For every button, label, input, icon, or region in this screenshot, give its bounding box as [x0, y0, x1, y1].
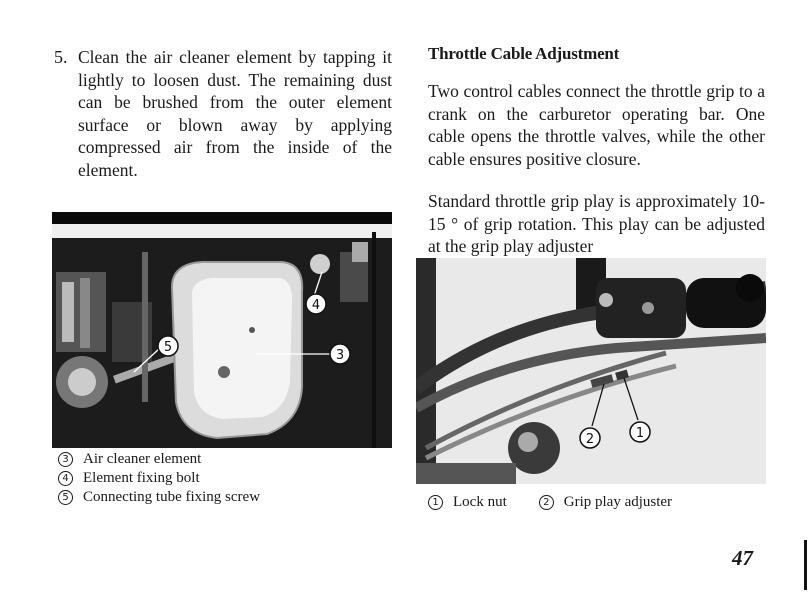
- callout-5: [158, 336, 178, 356]
- caption-row: [428, 493, 507, 512]
- page-edge-mark: [804, 540, 807, 590]
- caption-row: [58, 469, 260, 488]
- paragraph-grip-play: Standard throttle grip play is approximately 10-15 ° of grip rotation. This play can be adjusted at the grip play adjuster: [428, 191, 765, 256]
- right-figure-captions: [428, 493, 704, 512]
- caption-text: Lock nut: [453, 494, 507, 510]
- paragraph-cables: Two control cables connect the throttle grip to a crank on the carburetor operating bar. One cable opens the throttle valves, while the other cable ensures positive closure.: [428, 81, 765, 169]
- callout-1: [630, 422, 650, 442]
- section-heading: Throttle Cable Adjustment: [428, 44, 620, 63]
- caption-number: 2: [539, 495, 554, 510]
- caption-number: 5: [58, 490, 73, 505]
- callout-4: [306, 294, 326, 314]
- step-number: 5.: [54, 47, 68, 67]
- air-cleaner-photo: [52, 212, 392, 448]
- page-number: 47: [732, 546, 753, 570]
- throttle-cable-photo: [416, 258, 766, 484]
- caption-text: Element fixing bolt: [83, 470, 200, 486]
- left-figure-captions: [58, 450, 260, 507]
- callout-2-label: 2: [585, 432, 595, 447]
- callout-3-label: 3: [335, 348, 345, 363]
- callout-1-label: 1: [635, 426, 645, 441]
- callout-2: [580, 428, 600, 448]
- callout-3: [330, 344, 350, 364]
- caption-number: 4: [58, 471, 73, 486]
- caption-row: [58, 488, 260, 507]
- callout-4-label: 4: [311, 298, 321, 313]
- caption-text: Air cleaner element: [83, 451, 202, 467]
- caption-text: Connecting tube fixing screw: [83, 489, 261, 505]
- caption-number: 3: [58, 452, 73, 467]
- caption-row: [58, 450, 260, 469]
- step-text: Clean the air cleaner element by tapping it lightly to loosen dust. The remaining dust can be brushed from the outer element surface or blown away by applying compressed air from the inside of the element.: [78, 47, 392, 180]
- callout-5-label: 5: [163, 340, 173, 355]
- caption-row: [539, 493, 672, 512]
- caption-number: 1: [428, 495, 443, 510]
- caption-text: Grip play adjuster: [563, 494, 673, 510]
